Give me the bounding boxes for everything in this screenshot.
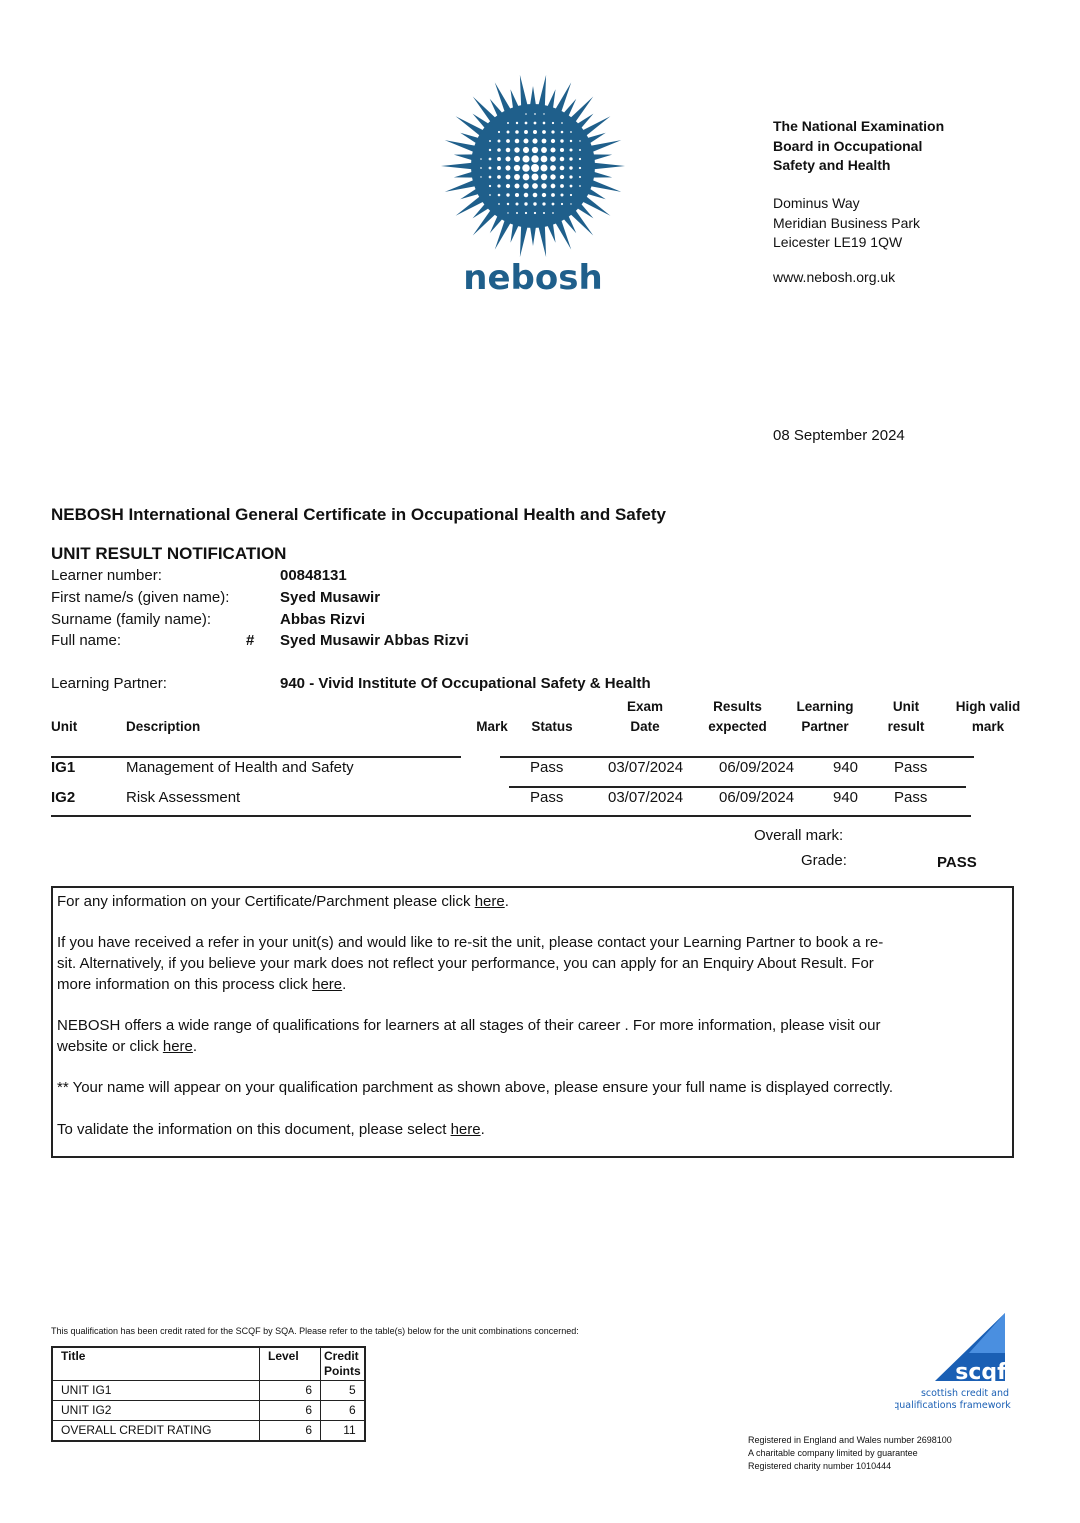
enquiry-info-link[interactable]: here — [312, 975, 343, 993]
scqf-col-level: Level — [260, 1347, 321, 1381]
row-unit: IG2 — [51, 789, 76, 806]
learner-number: 00848131 — [280, 567, 347, 584]
scqf-tagline-1: scottish credit and — [920, 1388, 1010, 1399]
scqf-row-level: 6 — [260, 1381, 321, 1401]
scqf-table — [51, 1346, 366, 1442]
row-divider — [509, 786, 966, 788]
scqf-col-title: Title — [52, 1347, 260, 1381]
info-resit: If you have received a refer in your unit(s) and would like to re-sit the unit, please contact your Learning Partner to book a re-sit. Alternatively, if you believe your mark does not reflect your performance, you can apply for an Enquiry About Result. For more information on this process click here. — [57, 934, 884, 993]
surname: Abbas Rizvi — [280, 611, 366, 628]
row-unit-result: Pass — [894, 789, 928, 806]
row-exam-date: 03/07/2024 — [608, 789, 684, 806]
learning-partner-label: Learning Partner: — [51, 675, 167, 692]
table-bottom-rule — [51, 815, 971, 817]
col-status: Status — [531, 719, 573, 734]
row-results-expected: 06/09/2024 — [719, 789, 795, 806]
col-mark: Mark — [476, 719, 508, 734]
first-name-label: First name/s (given name): — [51, 589, 230, 606]
info-validate: To validate the information on this document, please select here. — [57, 1120, 485, 1138]
scqf-row — [52, 1381, 365, 1401]
info-name-notice: ** Your name will appear on your qualification parchment as shown above, please ensure your full name is displayed correctly. — [57, 1079, 894, 1097]
surname-label: Surname (family name): — [51, 611, 212, 628]
row-status: Pass — [530, 759, 564, 776]
org-address: Dominus Way Meridian Business Park Leicester LE19 1QW — [773, 195, 921, 250]
row-partner: 940 — [833, 759, 859, 776]
scqf-logo — [895, 1313, 1013, 1413]
certificate-info-link[interactable]: here — [474, 893, 505, 910]
info-certificate: For any information on your Certificate/Parchment please click here. — [57, 893, 509, 910]
row-unit-result: Pass — [894, 759, 928, 776]
org-website[interactable]: www.nebosh.org.uk — [773, 269, 896, 285]
row-description: Management of Health and Safety — [126, 759, 354, 776]
row-unit: IG1 — [51, 759, 76, 776]
col-description: Description — [126, 719, 201, 734]
scqf-row — [52, 1421, 365, 1442]
notification-title: UNIT RESULT NOTIFICATION — [51, 544, 287, 563]
registration-company: A charitable company limited by guarantee — [748, 1448, 918, 1458]
nebosh-logo — [438, 70, 628, 300]
col-exam-date: Exam Date — [626, 699, 664, 734]
col-high-valid-mark: High valid mark — [955, 699, 1021, 734]
registration-charity: Registered charity number 1010444 — [748, 1461, 892, 1471]
org-name: The National Examination Board in Occupational Safety and Health — [773, 118, 945, 173]
header-rule-left — [51, 756, 461, 758]
row-status: Pass — [530, 789, 564, 806]
grade-value: PASS — [937, 854, 977, 871]
full-name: Syed Musawir Abbas Rizvi — [280, 632, 469, 649]
website-link[interactable]: here — [162, 1037, 193, 1055]
row-exam-date: 03/07/2024 — [608, 759, 684, 776]
scqf-wordmark: scqf — [955, 1360, 1007, 1385]
full-name-marker: # — [246, 632, 255, 649]
document-date: 08 September 2024 — [773, 427, 905, 444]
scqf-row-level: 6 — [260, 1421, 321, 1442]
scqf-row-title: UNIT IG1 — [52, 1381, 260, 1401]
scqf-row-points: 11 — [321, 1421, 365, 1442]
certificate-title: NEBOSH International General Certificate in Occupational Health and Safety — [51, 505, 666, 524]
col-results-expected: Results expected — [708, 699, 767, 734]
registration-number: Registered in England and Wales number 2698100 — [748, 1435, 952, 1445]
scqf-note: This qualification has been credit rated for the SCQF by SQA. Please refer to the table(s) below for the unit combinations concerned: — [51, 1326, 579, 1336]
info-qualifications: NEBOSH offers a wide range of qualifications for learners at all stages of their career . For more information, please visit our website or click here. — [57, 1017, 881, 1055]
scqf-tagline-2: qualifications framework — [895, 1400, 1011, 1411]
row-results-expected: 06/09/2024 — [719, 759, 795, 776]
scqf-header-row — [52, 1347, 365, 1381]
row-description: Risk Assessment — [126, 789, 241, 806]
scqf-row — [52, 1401, 365, 1421]
col-learning-partner: Learning Partner — [796, 699, 854, 734]
learning-partner: 940 - Vivid Institute Of Occupational Safety & Health — [280, 675, 651, 692]
scqf-row-level: 6 — [260, 1401, 321, 1421]
grade-label: Grade: — [801, 852, 847, 869]
header-rule-right — [500, 756, 974, 758]
scqf-row-title: UNIT IG2 — [52, 1401, 260, 1421]
col-unit: Unit — [51, 719, 78, 734]
validate-link[interactable]: here — [450, 1120, 481, 1138]
scqf-row-points: 6 — [321, 1401, 365, 1421]
full-name-label: Full name: — [51, 632, 122, 649]
row-partner: 940 — [833, 789, 859, 806]
first-name: Syed Musawir — [280, 589, 381, 606]
overall-mark-label: Overall mark: — [754, 827, 844, 844]
scqf-row-title: OVERALL CREDIT RATING — [52, 1421, 260, 1442]
scqf-row-points: 5 — [321, 1381, 365, 1401]
scqf-col-credit: Credit Points — [321, 1347, 365, 1381]
learner-number-label: Learner number: — [51, 567, 162, 584]
logo-wordmark: nebosh — [463, 258, 603, 298]
info-box — [51, 886, 1014, 1158]
col-unit-result: Unit result — [887, 699, 925, 734]
